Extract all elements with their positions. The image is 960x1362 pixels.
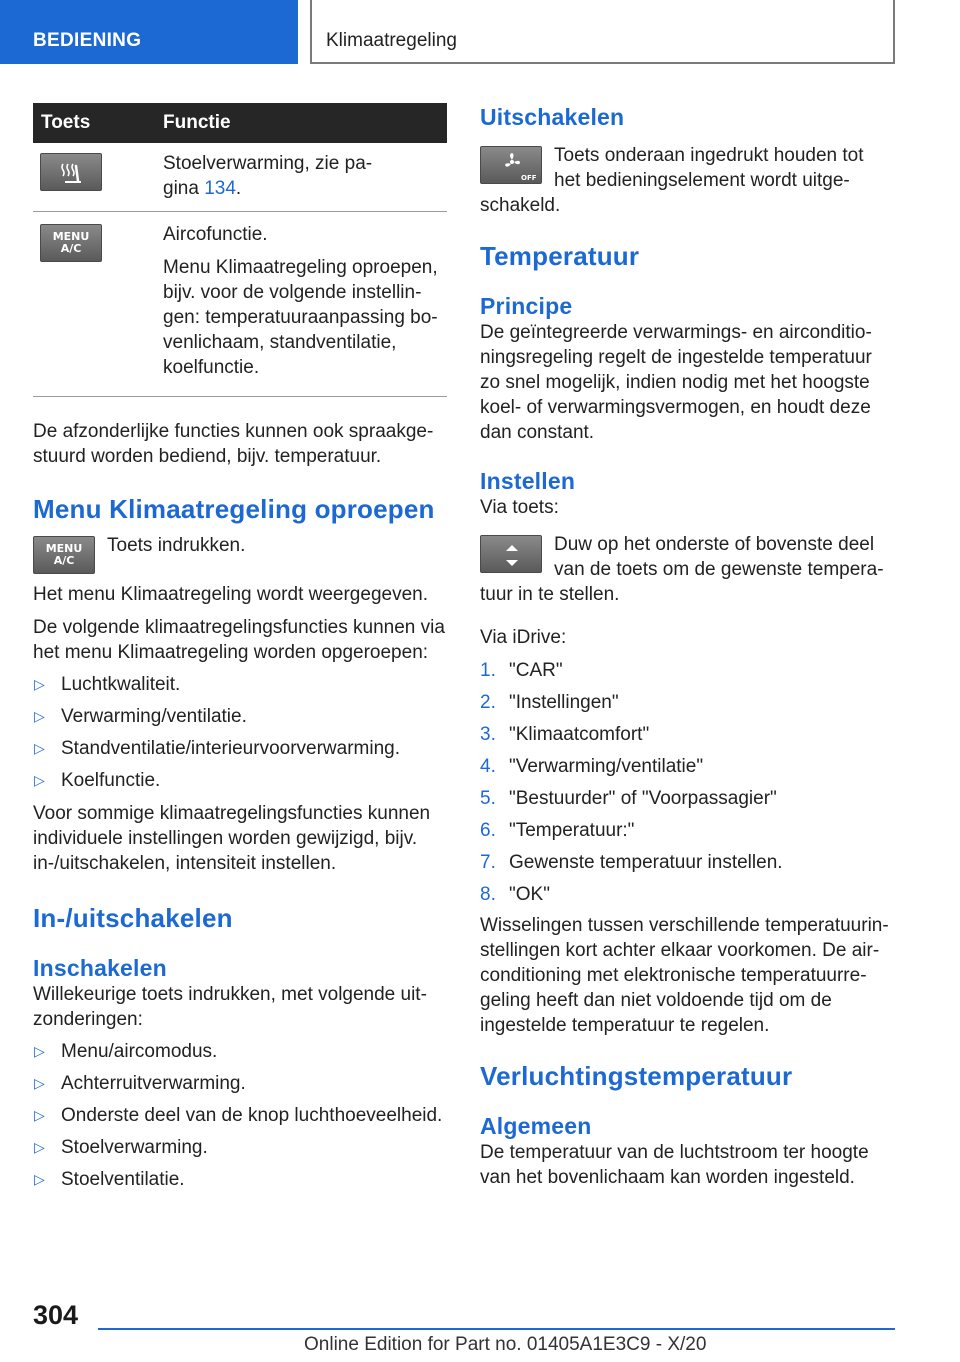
on-text: Willekeurige toets indrukken, met volgende uit-zonderingen: [33, 984, 427, 1030]
triangle-bullet-icon: ▷ [34, 772, 45, 788]
page-link[interactable]: 134 [204, 178, 236, 199]
triangle-bullet-icon: ▷ [34, 708, 45, 724]
footer-divider [98, 1328, 895, 1330]
triangle-bullet-icon: ▷ [34, 1043, 45, 1059]
list-item: ▷ Stoelventilatie. [34, 1169, 185, 1190]
table-row [33, 143, 447, 212]
temp-button-text: Duw op het onderste of bovenste deel van de toets om de gewenste tempera-tuur in te stellen. [480, 534, 884, 605]
via-idrive-text: Via iDrive: [480, 627, 567, 648]
left-column [33, 103, 447, 1192]
list-item: ▷ Menu/aircomodus. [34, 1041, 218, 1062]
menu-functions-text: De volgende klimaatregelingsfuncties kunnen via het menu Klimaatregeling worden opgeroepen: [33, 617, 445, 663]
seat-heating-text: Stoelverwarming, zie pa- gina 134. [163, 153, 373, 199]
general-text: De temperatuur van de luchtstroom ter hoogte van het bovenlichaam kan worden ingesteld. [480, 1142, 869, 1188]
chapter-tab [310, 0, 895, 64]
off-text: Toets onderaan ingedrukt houden tot het bedieningselement wordt uitge-schakeld. [480, 145, 864, 216]
section-tab [0, 0, 298, 64]
list-item: ▷ Onderste deel van de knop luchthoeveelheid. [34, 1105, 443, 1126]
list-item: 7. Gewenste temperatuur instellen. [480, 852, 783, 873]
table-row [33, 212, 447, 397]
exceptions-list [33, 1039, 447, 1192]
list-item: 6. "Temperatuur:" [480, 820, 635, 841]
up-down-rocker-icon [480, 535, 542, 573]
general-heading: Algemeen [480, 1113, 592, 1139]
key-function-table [33, 103, 447, 397]
temp-button-row [480, 532, 894, 607]
table-header-function: Functie [163, 103, 447, 143]
inout-heading: In-/uitschakelen [33, 903, 233, 933]
list-item: 4. "Verwarming/ventilatie" [480, 756, 704, 777]
temperature-heading: Temperatuur [480, 241, 640, 271]
edition-text: Online Edition for Part no. 01405A1E3C9 - X/20 [304, 1334, 707, 1355]
list-item: ▷ Achterruitverwarming. [34, 1073, 246, 1094]
set-heading: Instellen [480, 468, 576, 494]
menu-ac-button-icon: MENU A/C [40, 224, 102, 262]
list-item: ▷ Koelfunctie. [34, 770, 161, 791]
menu-shown-text: Het menu Klimaatregeling wordt weergegeven. [33, 584, 428, 605]
switching-text: Wisselingen tussen verschillende temperatuurin-stellingen kort achter elkaar voorkomen. De air-conditioning met elektronische temperatuurre-geling heeft dan niet voldoende tijd om de ingestelde temperatuur te regelen. [480, 915, 889, 1036]
triangle-bullet-icon: ▷ [34, 1075, 45, 1091]
chapter-title: Klimaatregeling [326, 30, 457, 51]
svg-text:OFF: OFF [521, 174, 537, 182]
list-item: ▷ Luchtkwaliteit. [34, 674, 181, 695]
idrive-steps-list [480, 658, 894, 907]
vent-temperature-heading: Verluchtingstemperatuur [480, 1061, 793, 1091]
functions-list [33, 672, 447, 793]
menu-heading: Menu Klimaatregeling oproepen [33, 494, 435, 524]
menu-press-row [33, 533, 447, 574]
list-item: ▷ Verwarming/ventilatie. [34, 706, 247, 727]
list-item: 1. "CAR" [480, 660, 563, 681]
ac-function-title: Aircofunctie. [163, 224, 268, 245]
individual-settings-text: Voor sommige klimaatregelingsfuncties kunnen individuele instellingen worden gewijzigd, bijv. in-/uitschakelen, intensiteit instellen. [33, 803, 431, 874]
off-heading: Uitschakelen [480, 104, 625, 130]
list-item: 5. "Bestuurder" of "Voorpassagier" [480, 788, 777, 809]
table-header-key: Toets [33, 103, 163, 143]
off-row [480, 143, 894, 218]
seat-heating-icon [40, 153, 102, 191]
triangle-bullet-icon: ▷ [34, 1139, 45, 1155]
triangle-bullet-icon: ▷ [34, 1171, 45, 1187]
fan-off-icon [480, 146, 542, 184]
triangle-bullet-icon: ▷ [34, 676, 45, 692]
menu-ac-button-icon: MENU A/C [33, 536, 95, 574]
on-heading: Inschakelen [33, 955, 167, 981]
list-item: 8. "OK" [480, 884, 550, 905]
list-item: 3. "Klimaatcomfort" [480, 724, 650, 745]
list-item: 2. "Instellingen" [480, 692, 619, 713]
list-item: ▷ Standventilatie/interieurvoorverwarming. [34, 738, 400, 759]
voice-control-text: De afzonderlijke functies kunnen ook spraakge-stuurd worden bediend, bijv. temperatuur. [33, 421, 434, 467]
menu-press-text: Toets indrukken. [107, 535, 246, 556]
ac-function-desc: Menu Klimaatregeling oproepen, bijv. voor de volgende instellin-gen: temperatuuraanpassing bo-venlichaam, standventilatie, koelfunctie. [163, 257, 438, 378]
via-buttons-text: Via toets: [480, 497, 559, 518]
triangle-bullet-icon: ▷ [34, 740, 45, 756]
list-item: ▷ Stoelverwarming. [34, 1137, 208, 1158]
right-column [480, 103, 894, 1190]
page-number: 304 [33, 1300, 79, 1330]
principle-heading: Principe [480, 293, 573, 319]
section-title: BEDIENING [33, 30, 142, 51]
triangle-bullet-icon: ▷ [34, 1107, 45, 1123]
principle-text: De geïntegreerde verwarmings- en airconditio-ningsregeling regelt de ingestelde temperatuur zo snel mogelijk, indien nodig met het hoogste koel- of verwarmingsvermogen, en houdt deze dan constant. [480, 322, 872, 443]
